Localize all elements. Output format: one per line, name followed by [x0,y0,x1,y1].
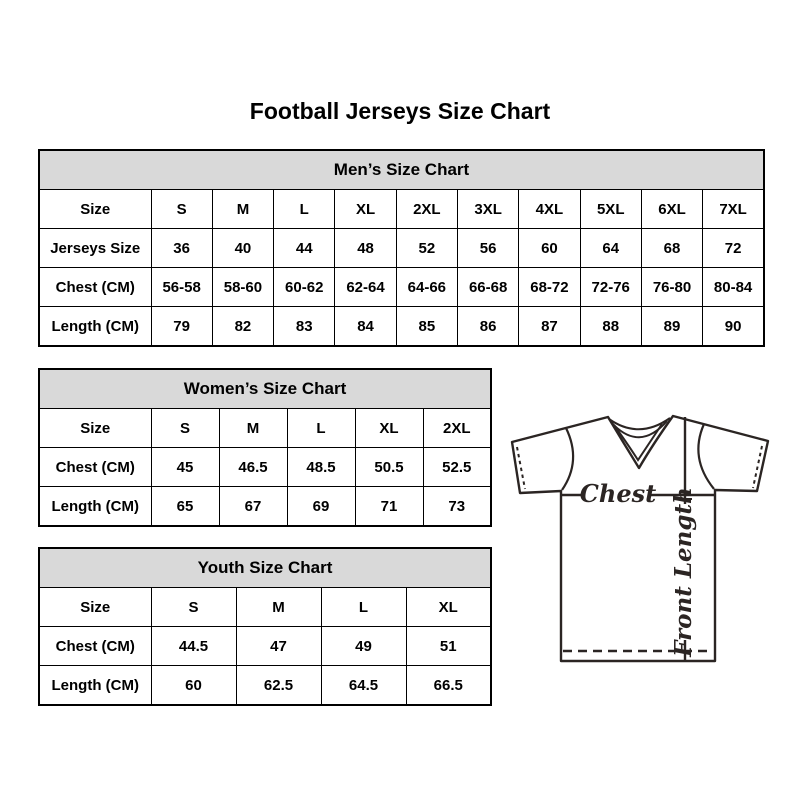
youth-cell: 64.5 [321,666,406,706]
womens-cell: L [287,409,355,448]
mens-cell: 64-66 [396,268,457,307]
youth-row-label: Length (CM) [39,666,151,706]
mens-cell: 83 [274,307,335,347]
mens-cell: 87 [519,307,580,347]
youth-cell: 51 [406,627,491,666]
jersey-diagram-svg [505,406,775,668]
mens-cell: 56 [457,229,518,268]
womens-row-1 [39,448,491,487]
chest-label: Chest [579,479,657,508]
mens-cell: 44 [274,229,335,268]
mens-cell: 56-58 [151,268,212,307]
mens-row-2 [39,268,764,307]
youth-cell: 44.5 [151,627,236,666]
youth-row-1 [39,627,491,666]
youth-cell: 62.5 [236,666,321,706]
mens-cell: 88 [580,307,641,347]
mens-row-3 [39,307,764,347]
womens-cell: 65 [151,487,219,527]
mens-cell: 80-84 [703,268,764,307]
youth-row-0 [39,588,491,627]
youth-row-label: Chest (CM) [39,627,151,666]
mens-cell: M [212,190,273,229]
womens-cell: 52.5 [423,448,491,487]
womens-cell: S [151,409,219,448]
mens-cell: 36 [151,229,212,268]
mens-cell: 84 [335,307,396,347]
womens-row-label: Size [39,409,151,448]
mens-cell: 4XL [519,190,580,229]
mens-cell: 3XL [457,190,518,229]
womens-cell: 71 [355,487,423,527]
womens-cell: 67 [219,487,287,527]
mens-cell: S [151,190,212,229]
mens-cell: 66-68 [457,268,518,307]
mens-cell: 72 [703,229,764,268]
womens-cell: 50.5 [355,448,423,487]
womens-cell: 69 [287,487,355,527]
mens-row-label: Length (CM) [39,307,151,347]
mens-cell: 85 [396,307,457,347]
womens-cell: 48.5 [287,448,355,487]
mens-cell: 64 [580,229,641,268]
youth-cell: M [236,588,321,627]
mens-cell: 90 [703,307,764,347]
mens-cell: 79 [151,307,212,347]
womens-cell: 73 [423,487,491,527]
mens-cell: 52 [396,229,457,268]
mens-row-label: Jerseys Size [39,229,151,268]
mens-cell: 68 [641,229,702,268]
womens-row-0 [39,409,491,448]
youth-cell: 60 [151,666,236,706]
mens-cell: 7XL [703,190,764,229]
page-title: Football Jerseys Size Chart [249,98,551,124]
mens-cell: 72-76 [580,268,641,307]
youth-size-table [38,547,492,706]
youth-table-title: Youth Size Chart [39,548,491,588]
mens-cell: 40 [212,229,273,268]
mens-cell: 48 [335,229,396,268]
womens-cell: 45 [151,448,219,487]
mens-size-table [38,149,765,347]
mens-row-label: Size [39,190,151,229]
womens-row-label: Chest (CM) [39,448,151,487]
womens-cell: 2XL [423,409,491,448]
mens-row-1 [39,229,764,268]
mens-cell: 58-60 [212,268,273,307]
front-length-label: Front Length [670,487,697,657]
womens-row-label: Length (CM) [39,487,151,527]
mens-cell: 2XL [396,190,457,229]
womens-cell: XL [355,409,423,448]
mens-cell: 5XL [580,190,641,229]
youth-cell: 49 [321,627,406,666]
youth-cell: S [151,588,236,627]
mens-cell: 89 [641,307,702,347]
mens-cell: XL [335,190,396,229]
mens-row-0 [39,190,764,229]
jersey-outline [512,416,768,661]
womens-table-title: Women’s Size Chart [39,369,491,409]
mens-cell: L [274,190,335,229]
mens-cell: 6XL [641,190,702,229]
mens-table-title: Men’s Size Chart [39,150,764,190]
womens-size-table [38,368,492,527]
mens-cell: 62-64 [335,268,396,307]
mens-cell: 86 [457,307,518,347]
mens-cell: 82 [212,307,273,347]
mens-cell: 60-62 [274,268,335,307]
youth-cell: 47 [236,627,321,666]
youth-cell: L [321,588,406,627]
womens-cell: M [219,409,287,448]
youth-cell: XL [406,588,491,627]
womens-row-2 [39,487,491,527]
mens-cell: 76-80 [641,268,702,307]
youth-row-label: Size [39,588,151,627]
youth-cell: 66.5 [406,666,491,706]
mens-cell: 68-72 [519,268,580,307]
womens-cell: 46.5 [219,448,287,487]
mens-row-label: Chest (CM) [39,268,151,307]
jersey-measurement-diagram [505,406,775,668]
youth-row-2 [39,666,491,706]
mens-cell: 60 [519,229,580,268]
